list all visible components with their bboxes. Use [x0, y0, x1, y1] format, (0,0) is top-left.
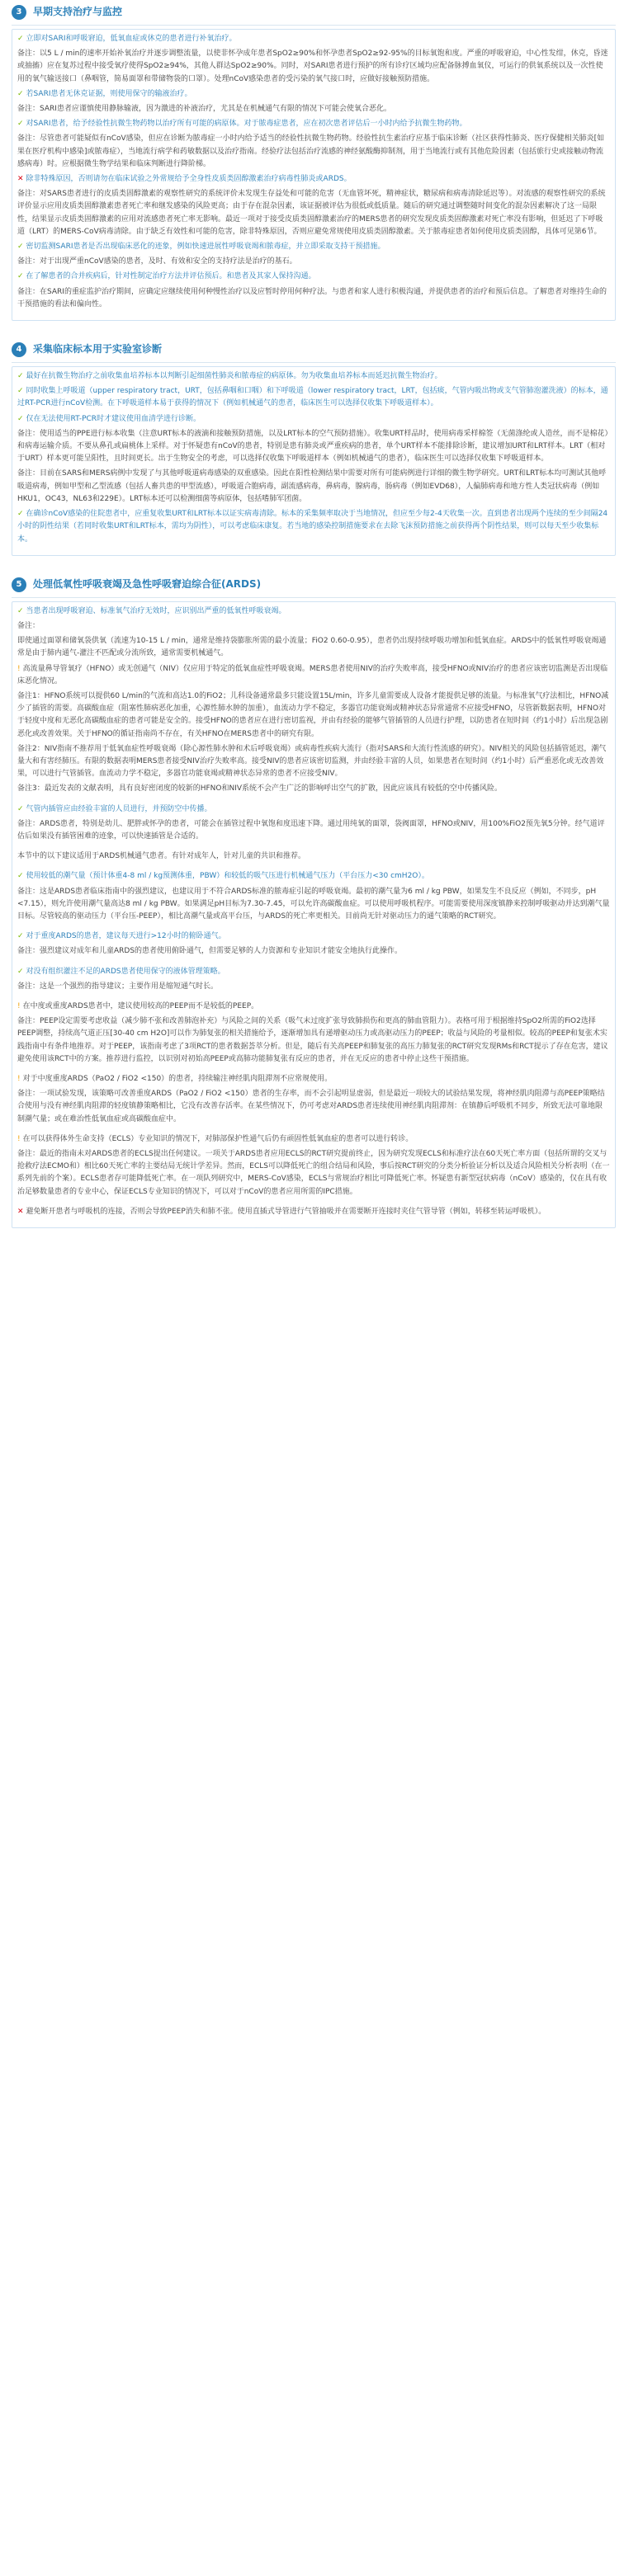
- recommendation: [17, 241, 610, 253]
- paragraph-text: 备注：在SARI的重症监护治疗期间，应确定应继续使用何种慢性治疗以及应暂时停用何种疗法。与患者和家人进行积极沟通，并提供患者的治疗和预后信息。了解患者对维持生命的干预措施的看法和偏向性。: [17, 287, 607, 308]
- section-title: 早期支持治疗与监控: [33, 6, 123, 18]
- paragraph-text: 备注：目前在SARS和MERS病例中发现了与其他呼吸道病毒感染的双重感染。因此在阳性检测结果中需要对所有可能病例进行详细的微生物学研究。URT和LRT标本均可测试其他呼吸道病毒，例如甲型和乙型流感（包括人畜共患的甲型流感），呼吸道合胞病毒，副流感病毒，鼻病毒，腺病毒，肠病毒（例如EVD68），人偏肺病毒和地方性人类冠状病毒（例如HKU1，OC43，NL63和229E）。LRT标本还可以检测细菌等病原体，包括嗜肺军团菌。: [17, 469, 607, 503]
- recommendation: [17, 413, 610, 426]
- caution-icon: !: [17, 664, 21, 673]
- note-paragraph: [17, 286, 610, 311]
- paragraph-text: 备注2：NIV指南不推荐用于低氧血症性呼吸衰竭（除心源性肺水肿和术后呼吸衰竭）或病毒性疾病大流行（指对SARS和大流行性流感的研究）。NIV相关的风险包括插管延迟，潮气量大和有害经肺压。有限的数据表明MERS患者接受NIV治疗失败率高。接受NIV的患者应该密切监测，并由经验丰富的人员，如果患者在短时间（约1小时）后严重恶化或无改善效果，可以进行气管插管。血流动力学不稳定，多器官功能衰竭或精神状态异常的患者不应接受NIV。: [17, 744, 607, 779]
- note-paragraph: [17, 981, 610, 993]
- paragraph-text: 备注：SARI患者应谨慎使用静脉输液，因为激进的补液治疗，尤其是在机械通气有限的情况下可能会使氧合恶化。: [17, 105, 391, 114]
- section-header: [12, 337, 616, 363]
- paragraph-text: 在中度或重度ARDS患者中，建议使用较高的PEEP而不是较低的PEEP。: [22, 1001, 259, 1010]
- section-body: [12, 366, 616, 556]
- section: [12, 572, 616, 1228]
- caution-icon: !: [17, 1134, 21, 1143]
- recommendation: [17, 88, 610, 101]
- check-icon: ✓: [17, 606, 24, 615]
- paragraph-text: 本节中的以下建议适用于ARDS机械通气患者。有针对成年人，针对儿童的共识和推荐。: [17, 852, 306, 861]
- paragraph-text: 使用较低的潮气量（预计体重4-8 ml / kg预测体重，PBW）和较低的吸气压进行机械通气压力（平台压力<30 cmH2O）。: [26, 872, 429, 881]
- cross-icon: ✕: [17, 175, 24, 184]
- paragraph-text: 备注：这是ARDS患者临床指南中的强烈建议，也建议用于不符合ARDS标准的脓毒症引起的呼吸衰竭。最初的潮气量为6 ml / kg PBW，如果发生不良反应（例如，不同步，pH <7.15），则允许使用潮气量高达8 ml / kg PBW。如果满足pH目标为7.30-7.45，可以允许高碳酸血症。可以使用呼吸机程序。可能需要使用深度镇静来控制呼吸驱动并达到潮气量目标。尽管较高的驱动压力（平台压-PEEP），相比高潮气量或高平台压，与ARDS的死亡率更相关。目前尚无针对驱动压力的通气策略的RCT研究。: [17, 887, 610, 921]
- recommendation: [17, 1133, 610, 1146]
- caution-icon: !: [17, 1075, 21, 1083]
- paragraph-text: 在了解患者的合并疾病后，针对性制定治疗方法并评估预后。和患者及其家人保持沟通。: [26, 272, 316, 281]
- section-header: [12, 572, 616, 598]
- paragraph-text: 当患者出现呼吸窘迫、标准氧气治疗无效时，应识别出严重的低氧性呼吸衰竭。: [26, 606, 286, 615]
- recommendation: [17, 1206, 610, 1218]
- paragraph-text: 高流量鼻导管氧疗（HFNO）或无创通气（NIV）仅应用于特定的低氧血症性呼吸衰竭。MERS患者使用NIV的治疗失败率高，接受HFNO或NIV治疗的患者应该密切监测是否出现临床恶化情况。: [17, 664, 608, 685]
- paragraph-text: 同时收集上呼吸道（upper respiratory tract，URT，包括鼻咽和口咽）和下呼吸道（lower respiratory tract，LRT，包括痰，气管内吸出物或支气管肺泡灌洗液）的标本，通过RT-PCR进行nCoV检测。在下呼吸道样本易于获得的情况下（例如机械通气的患者，临床医生可以选择仅收集下呼吸道样本）。: [17, 387, 608, 408]
- check-icon: ✓: [17, 120, 24, 129]
- recommendation: [17, 1001, 610, 1013]
- note-paragraph: [17, 690, 610, 741]
- paragraph-text: 密切监测SARI患者是否出现临床恶化的迹象，例如快速进展性呼吸衰竭和脓毒症，并立即采取支持干预措施。: [26, 243, 385, 252]
- caution-icon: !: [17, 1001, 21, 1010]
- paragraph-text: 备注：尽管患者可能疑似有nCoV感染，但应在诊断为脓毒症一小时内给予适当的经验性抗微生物药物。经验性抗生素治疗应基于临床诊断（社区获得性肺炎、医疗保健相关肺炎[如果在医疗机构中感染]或脓毒症），当地流行病学和药敏数据以及治疗指南。经验疗法包括治疗流感的神经氨酸酶抑制剂，用于当地流行或有其他危险因素（包括旅行史或接触动物流感病毒）时。应根据微生物学结果和临床判断进行降阶梯。: [17, 134, 605, 168]
- section-number-badge: 3: [12, 5, 26, 20]
- recommendation: [17, 1073, 610, 1085]
- check-icon: ✓: [17, 387, 24, 396]
- paragraph-text: 备注：一项试验发现，该策略可改善重度ARDS（PaO2 / FiO2 <150）患者的生存率，而不会引起明显虚弱，但是最近一项较大的试验结果发现，将神经肌肉阻滞与高PEEP策略结合使用与没有神经肌肉阻滞的轻度镇静策略相比，它没有改善存活率。在某些情况下，仍可考虑对ARDS患者连续使用神经肌肉阻滞剂：在镇静后呼吸机不同步，所致无法可靠地限制潮气量；或在难治性低氧血症或高碳酸血症中。: [17, 1090, 605, 1123]
- note-paragraph: [17, 1148, 610, 1199]
- check-icon: ✓: [17, 35, 24, 43]
- paragraph-text: 在可以获得体外生命支持（ECLS）专业知识的情况下，对肺部保护性通气后仍有顽固性低氧血症的患者可以进行转诊。: [22, 1134, 414, 1143]
- recommendation: [17, 870, 610, 883]
- section-header: [12, 0, 616, 26]
- cross-icon: ✕: [17, 1207, 24, 1216]
- paragraph-text: 备注：强烈建议对成年和儿童ARDS的患者使用俯卧通气，但需要足够的人力资源和专业知识才能安全地执行此操作。: [17, 947, 403, 956]
- check-icon: ✓: [17, 372, 24, 381]
- section-body: [12, 601, 616, 1228]
- note-paragraph: [17, 620, 610, 633]
- check-icon: ✓: [17, 932, 24, 941]
- paragraph-text: 备注：最近的指南未对ARDS患者的ECLS提出任何建议。一项关于ARDS患者应用ECLS的RCT研究提前终止，因为研究发现ECLS和标准疗法在60天死亡率方面（包括所谓的交叉与抢救疗法ECMO和）相比60天死亡率的主要结局无统计学差异。然而，ECLS可以降低死亡的组合结局和风险，事后按RCT研究的分类分析验证分析以及适合风险相关分析表明（在一系列先前的个案）。ECLS患者存可能降低死亡率。在一项队列研究中，MERS-CoV感染，ECLS与常规治疗相比可降低死亡率。怀疑患有新型冠状病毒（nCoV）感染的，仅在具有收治足够数量患者的专业中心，保证ECLS专业知识的情况下，可以对于nCoV的患者应用所需的IPC措施。: [17, 1150, 610, 1196]
- recommendation: [17, 271, 610, 283]
- note-paragraph: [17, 428, 610, 466]
- section: [12, 337, 616, 556]
- check-icon: ✓: [17, 872, 24, 881]
- note-paragraph: [17, 818, 610, 843]
- paragraph-text: 对于重度ARDS的患者，建议每天进行>12小时的俯卧通气。: [26, 932, 226, 941]
- paragraph-text: 若SARI患者无休克证据，则使用保守的输液治疗。: [26, 89, 192, 98]
- paragraph-text: 气管内插管应由经验丰富的人员进行，并预防空中传播。: [26, 804, 212, 813]
- recommendation: [17, 663, 610, 688]
- recommendation: [17, 803, 610, 816]
- check-icon: ✓: [17, 89, 24, 98]
- note-paragraph: [17, 1015, 610, 1066]
- check-icon: ✓: [17, 967, 24, 976]
- check-icon: ✓: [17, 510, 24, 519]
- recommendation: [17, 118, 610, 130]
- paragraph-text: 即使通过面罩和储氧袋供氧（流速为10-15 L / min，通常是维持袋膨胀所需的最小流量；FiO2 0.60-0.95），患者仍出现持续呼吸功增加和低氧血症。ARDS中的低氧性呼吸衰竭通常是由于肺内通气-灌注不匹配或分流所致，通常需要机械通气。: [17, 637, 607, 658]
- note-paragraph: [17, 133, 610, 171]
- paragraph-text: 备注3：最近发表的文献表明，具有良好密闭度的较新的HFNO和NIV系统不会产生广泛的影响呼出空气的扩散，因此应该具有较低的空中传播风险。: [17, 784, 503, 794]
- paragraph-text: 对SARI患者，给予经验性抗微生物药物以治疗所有可能的病原体。对于脓毒症患者，应在初次患者评估后一小时内给予抗微生物药物。: [26, 120, 467, 129]
- paragraph-text: 备注：: [17, 621, 40, 630]
- section: [12, 0, 616, 321]
- note-paragraph: [17, 1088, 610, 1126]
- paragraph-text: 在确诊nCoV感染的住院患者中，应重复收集URT和LRT标本以证实病毒清除。标本的采集频率取决于当地情况，但应至少每2-4天收集一次。直到患者出现两个连续的至少间隔24小时的阴性结果（若同时收集URT和LRT标本，需均为阴性），可以考虑临床康复。若当地的感染控制措施要求在去除飞沫预防措施之前获得两个阴性结果，则可以每天至少收集标本。: [17, 510, 608, 544]
- note-paragraph: [17, 783, 610, 795]
- paragraph-text: 备注：对于出现严重nCoV感染的患者，及时、有效和安全的支持疗法是治疗的基石。: [17, 257, 297, 266]
- note-paragraph: [17, 850, 610, 863]
- note-paragraph: [17, 103, 610, 115]
- recommendation: [17, 33, 610, 45]
- paragraph-text: 除非特殊原因，否则请勿在临床试验之外常规给予全身性皮质类固醇激素治疗病毒性肺炎或ARDS。: [26, 175, 352, 184]
- section-number-badge: 5: [12, 577, 26, 592]
- recommendation: [17, 173, 610, 186]
- section-number-badge: 4: [12, 342, 26, 357]
- recommendation: [17, 370, 610, 383]
- note-paragraph: [17, 188, 610, 238]
- paragraph-text: 备注：PEEP设定需要考虑收益（减少肺不张和改善肺泡补充）与风险之间的关系（吸气末过度扩张导致肺损伤和更高的肺血管阻力）。表格可用于根据维持SpO2所需的FiO2选择PEEP调整，持续高气道正压[30-40 cm H2O]可以作为肺复张的相关措施给予，逐渐增加具有递增驱动压力或高驱动压力的PEEP；收益与风险的考量相似。较高的PEEP和复张术实践指南中有条件地推荐。对于PEEP，该指南考虑了3项RCT的患者数据荟萃分析。但是，随后有关高PEEP和肺复张的高压力肺复张的RCT研究发现RMs和RCT提示了存在危害，建议避免使用该RCT中的方案。推荐进行监控，以识别对初始高PEEP或高肺功能肺复张有反应的患者，并在无反应的患者中停止这些干预措施。: [17, 1017, 608, 1063]
- recommendation: [17, 930, 610, 943]
- paragraph-text: 最好在抗微生物治疗之前收集血培养标本以判断引起细菌性肺炎和脓毒症的病原体。勿为收集血培养标本而延迟抗微生物治疗。: [26, 372, 442, 381]
- paragraph-text: 备注：对SARS患者进行的皮质类固醇激素的观察性研究的系统评价未发现生存益处和可能的危害（无血管坏死，精神症状，糖尿病和病毒清除延迟等）。对流感的观察性研究的系统评价显示应用皮质类固醇激素患者死亡率和继发感染的风险更高；由于存在混杂因素，该证据被评估为很低或低质量。随后的研究通过调整随时间变化的混杂因素解决了这一局限性，结果显示皮质类固醇激素的应用对流感患者死亡率无影响。最近一项对于接受皮质类固醇激素治疗的MERS患者的研究发现皮质类固醇激素对死亡率没有影响，但延迟了下呼吸道（LRT）的MERS-CoV病毒清除。由于缺乏有效性和可能的危害，除非特殊原因，否则应避免常规使用皮质类固醇激素。关于脓毒症患者如何使用皮质类固醇，具体可见第6节。: [17, 190, 606, 236]
- note-paragraph: [17, 743, 610, 781]
- paragraph-text: 避免断开患者与呼吸机的连接，否则会导致PEEP消失和肺不张。使用直插式导管进行气管抽吸并在需要断开连接时夹住气管导管（例如，转移至转运呼吸机）。: [26, 1207, 546, 1216]
- paragraph-text: 备注：这是一个强烈的指导建议；主要作用是缩短通气时长。: [17, 982, 219, 991]
- check-icon: ✓: [17, 243, 24, 252]
- paragraph-text: 仅在无法使用RT-PCR时才建议使用血清学进行诊断。: [26, 414, 201, 423]
- paragraph-text: 对于中度重度ARDS（PaO2 / FiO2 <150）的患者，持续输注神经肌肉阻滞剂不应常规使用。: [22, 1075, 333, 1083]
- recommendation: [17, 508, 610, 546]
- paragraph-text: 备注：以5 L / min的速率开始补氧治疗并逐步调整流量，以使非怀孕成年患者SpO2≥90%和怀孕患者SpO2≥92-95%的目标氧饱和度。严重的呼吸窘迫，中心性发绀，休克，昏迷或抽搐）应在复苏过程中接受氧疗使得SpO2≥94%，其他人群达SpO2≥90%。同时，对SARI患者进行预护的所有诊疗区域均应配备脉搏血氧仪，可运行的供氧系统以及一次性使用的氧气输送接口（鼻咽管，简易面罩和带储物袋的口罩）。处理nCoV感染患者的受污染的氧气接口时，应做好接触预防措施。: [17, 49, 608, 83]
- note-paragraph: [17, 48, 610, 86]
- note-paragraph: [17, 945, 610, 958]
- check-icon: ✓: [17, 804, 24, 813]
- note-paragraph: [17, 886, 610, 924]
- note-paragraph: [17, 256, 610, 268]
- note-paragraph: [17, 635, 610, 660]
- section-title: 处理低氧性呼吸衰竭及急性呼吸窘迫综合征(ARDS): [33, 578, 262, 591]
- recommendation: [17, 966, 610, 978]
- paragraph-text: 备注1：HFNO系统可以提供60 L/min的气流和高达1.0的FiO2；儿科设备通常最多只能设置15L/min，许多儿童需要成人设备才能提供足够的流量。与标准氧气疗法相比，HFNO减少了插管的需要。高碳酸血症（阻塞性肺病恶化加重，心源性肺水肿的加重），血流动力学不稳定，多器官功能衰竭或精神状态异常通常不应接受HFNO，尽管新数据表明，HFNO对于轻度中度和无恶化高碳酸血症的患者可能是安全的。接受HFNO的患者应在进行密切监视，并由有经验的能够气管插管的人员进行护理，以防患者在短时间（约1小时）后出现急剧恶化或改善效果。关于HFNO的循证指南尚不存在，有关HFNO在MERS患者中的研究有限。: [17, 691, 609, 738]
- check-icon: ✓: [17, 272, 24, 281]
- section-title: 采集临床标本用于实验室诊断: [33, 343, 163, 356]
- section-body: [12, 29, 616, 321]
- check-icon: ✓: [17, 414, 24, 423]
- paragraph-text: 备注：使用适当的PPE进行标本收集（注意URT标本的液滴和接触预防措施，以及LRT标本的空气预防措施）。收集URT样品时，使用病毒采样棉签（无菌涤纶或人造丝，而不是棉花）和病毒运输介质。不要从鼻孔或扁桃体上采样。对于怀疑患有nCoV的患者，特别是患有肺炎或严重疾病的患者，单个URT样本不能排除诊断，建议增加URT和LRT样本。LRT（相对于URT）样本更可能呈阳性，且时间更长。出于生物安全的考虑，可以选择仅收集下呼吸道样本（例如机械通气的患者），临床医生可以选择仅收集下呼吸道样本。: [17, 429, 609, 464]
- recommendation: [17, 605, 610, 618]
- note-paragraph: [17, 468, 610, 506]
- page-content: [0, 0, 624, 1228]
- paragraph-text: 备注：ARDS患者，特别是幼儿、肥胖或怀孕的患者，可能会在插管过程中氧饱和度迅速下降。通过用纯氧的面罩，袋阀面罩，HFNO或NIV，用100%FiO2预先氧5分钟。经气道评估后如果没有插管困难的迹象，可以快速插管是合适的。: [17, 819, 605, 841]
- paragraph-text: 立即对SARI和呼吸窘迫，低氧血症或休克的患者进行补氧治疗。: [26, 35, 237, 43]
- paragraph-text: 对没有组织灌注不足的ARDS患者使用保守的液体管理策略。: [26, 967, 225, 976]
- recommendation: [17, 385, 610, 410]
